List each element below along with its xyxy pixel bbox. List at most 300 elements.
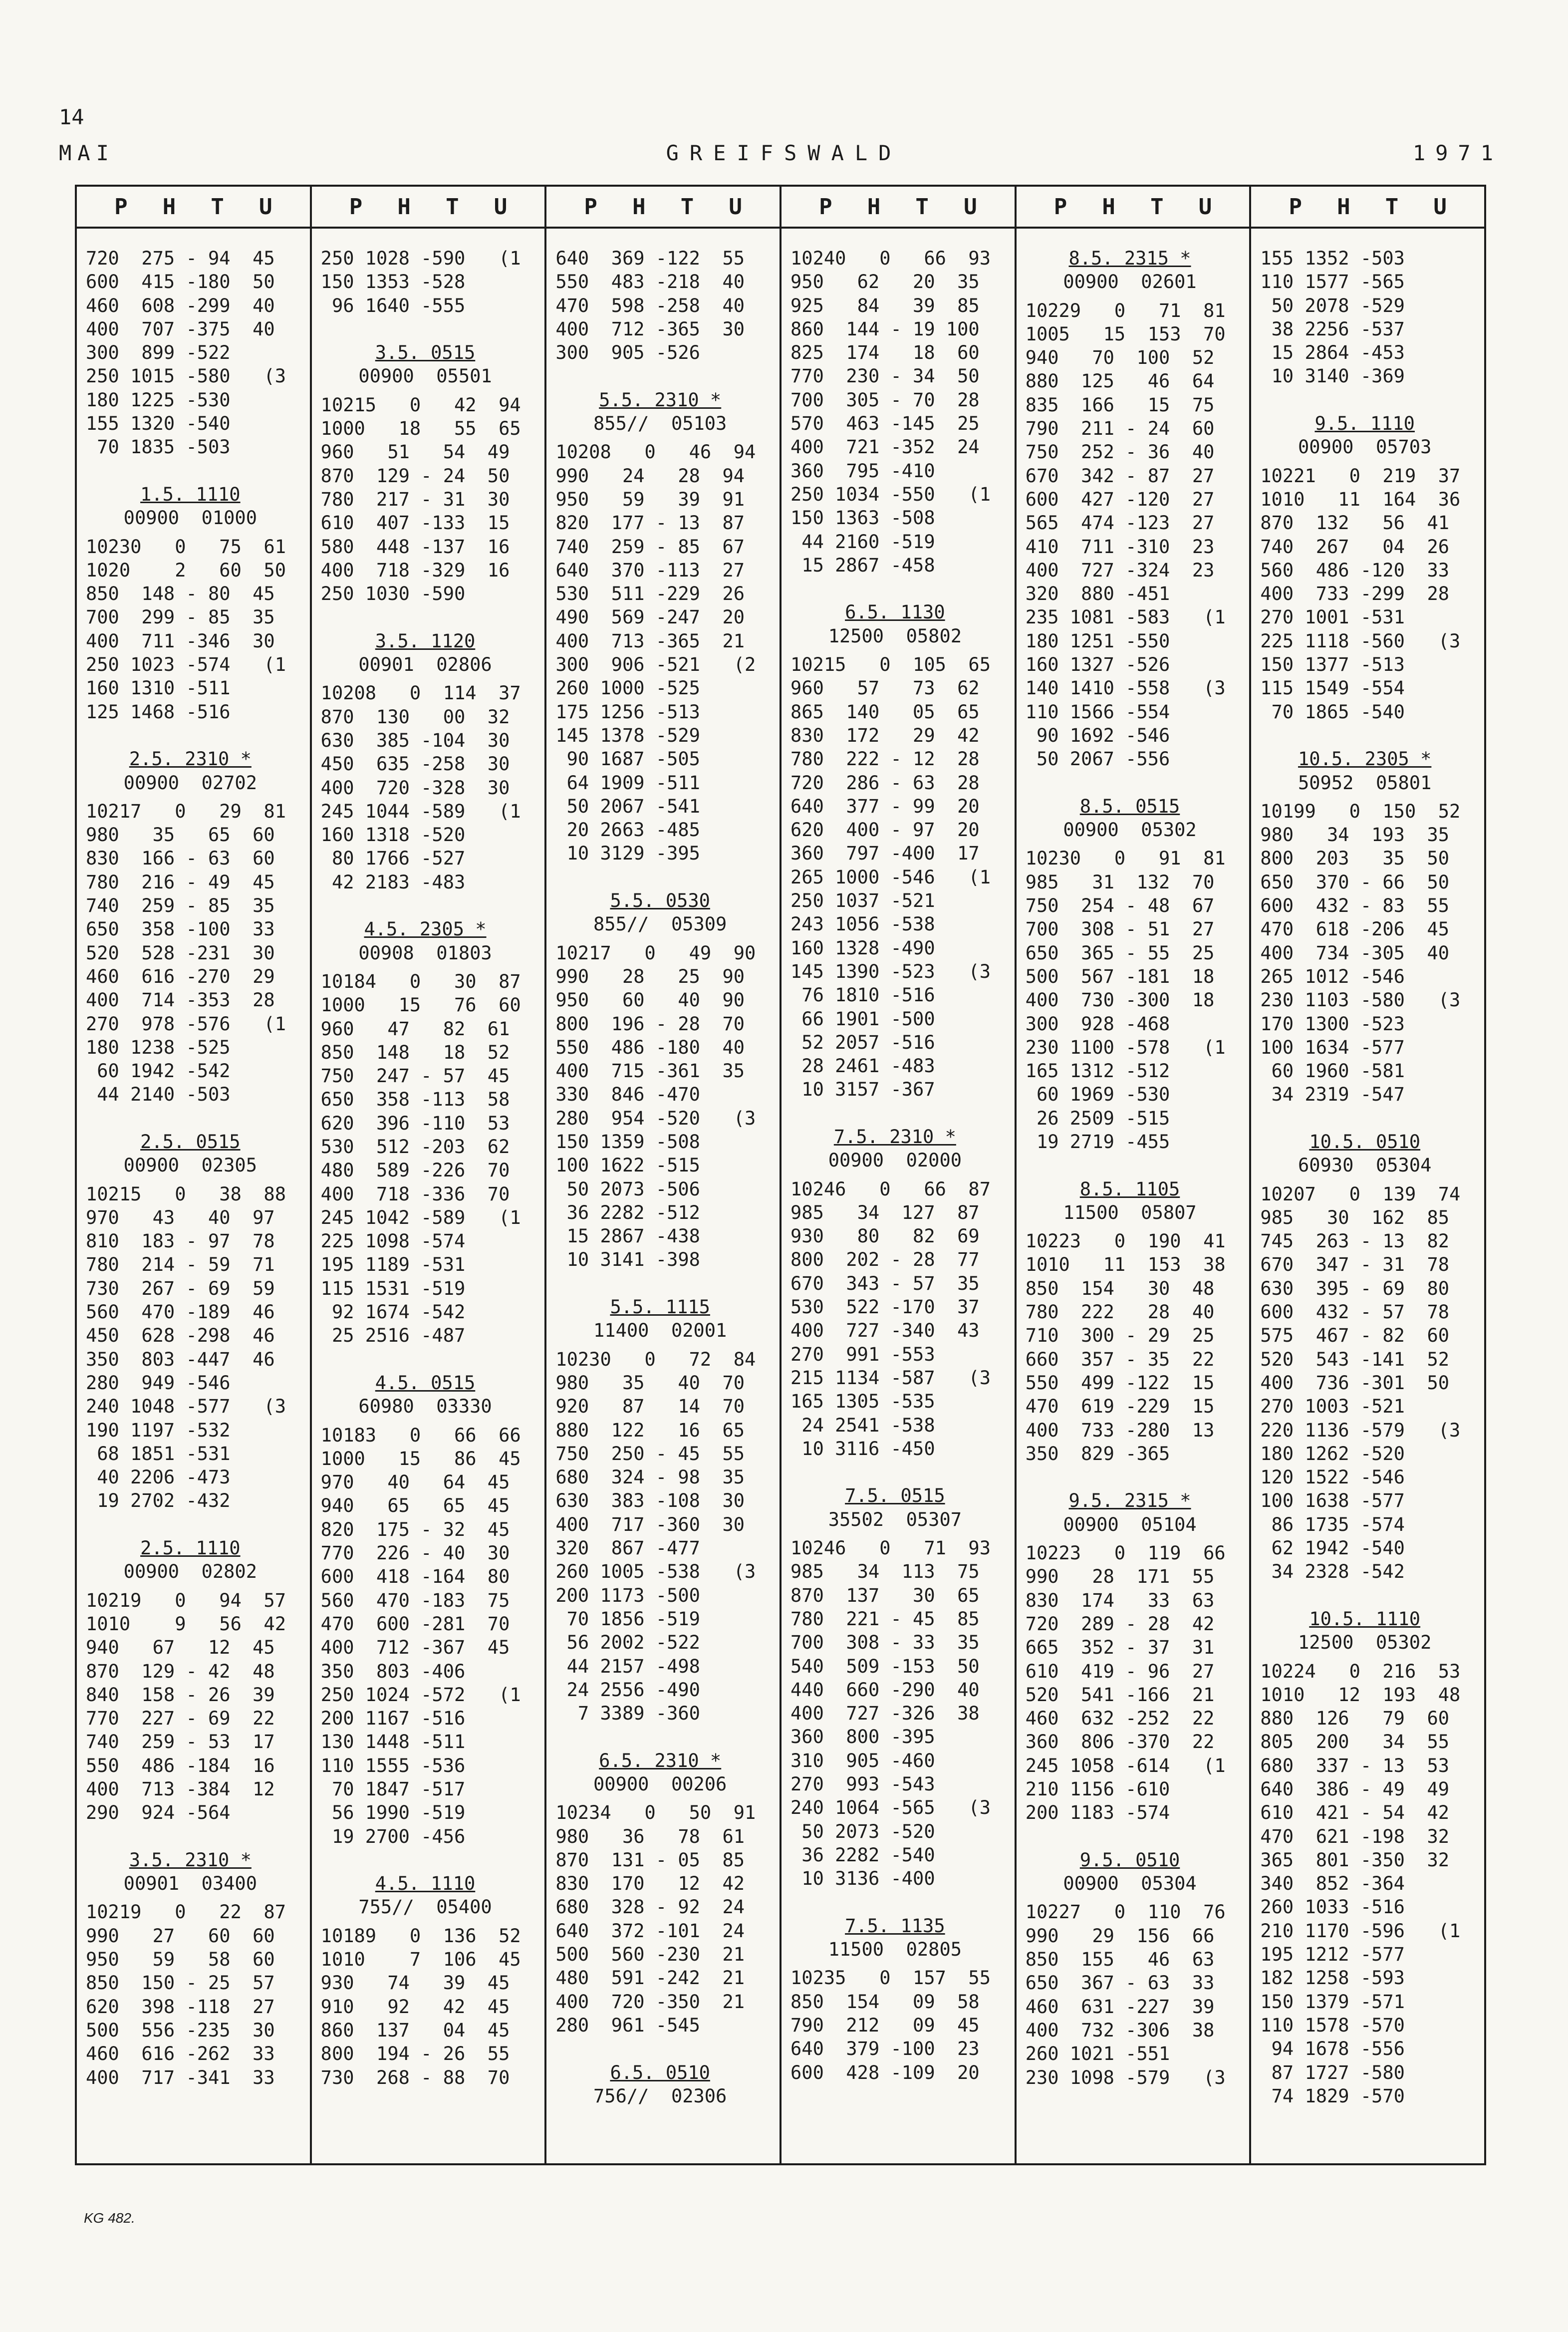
- data-row: 470 619 -229 15: [1025, 1396, 1215, 1418]
- data-row: 870 131 - 05 85: [555, 1849, 745, 1871]
- data-row: 10230 0 72 84: [555, 1348, 756, 1370]
- data-row: 400 730 -300 18: [1025, 989, 1215, 1011]
- data-row: 480 589 -226 70: [320, 1160, 510, 1181]
- data-row: 200 1173 -500: [555, 1584, 700, 1606]
- sounding-title-text: 3.5. 1120: [375, 630, 476, 652]
- data-row: 700 305 - 70 28: [790, 389, 980, 411]
- column-body: [77, 229, 310, 2089]
- data-row: 550 486 -184 16: [86, 1754, 275, 1776]
- data-row: 400 736 -301 50: [1260, 1372, 1450, 1394]
- data-row: 215 1134 -587 (3: [790, 1367, 991, 1389]
- sounding-code: 00900 02601: [1063, 271, 1197, 293]
- data-row: 230 1103 -580 (3: [1260, 989, 1461, 1011]
- sounding-date-time: [555, 388, 780, 412]
- sounding-date-time: [86, 747, 310, 771]
- data-row: 330 846 -470: [555, 1084, 700, 1106]
- sounding-code: 00900 05302: [1063, 819, 1197, 841]
- data-row: 28 2461 -483: [790, 1055, 935, 1077]
- data-row: 400 717 -360 30: [555, 1513, 745, 1535]
- column-header-label: U: [1433, 194, 1447, 220]
- data-row: 10229 0 71 81: [1025, 299, 1226, 321]
- data-row: 600 428 -109 20: [790, 2061, 980, 2083]
- data-row: 70 1835 -503: [86, 436, 231, 458]
- data-row: 64 1909 -511: [555, 772, 700, 794]
- data-row: 230 1100 -578 (1: [1025, 1036, 1226, 1058]
- sounding-code: 855// 05309: [593, 913, 727, 935]
- sounding-date-time: [555, 1749, 780, 1772]
- data-row: 250 1037 -521: [790, 890, 935, 912]
- data-row: 670 347 - 31 78: [1260, 1254, 1450, 1276]
- data-row: 155 1352 -503: [1260, 248, 1405, 269]
- sounding-code: 60930 05304: [1298, 1155, 1432, 1176]
- data-row: 850 150 - 25 57: [86, 1972, 275, 1994]
- sounding-title-text: 7.5. 0515: [845, 1485, 945, 1507]
- sounding-code: 00901 02806: [358, 654, 492, 676]
- data-row: 10215 0 42 94: [320, 394, 521, 416]
- data-row: 10223 0 190 41: [1025, 1230, 1226, 1252]
- data-row: 10223 0 119 66: [1025, 1542, 1226, 1564]
- data-row: 925 84 39 85: [790, 294, 980, 316]
- data-row: 780 222 28 40: [1025, 1301, 1215, 1323]
- data-row: 10246 0 71 93: [790, 1537, 991, 1559]
- data-row: 62 1942 -540: [1260, 1537, 1405, 1559]
- data-row: 10224 0 216 53: [1260, 1660, 1461, 1682]
- column-header-label: P: [1289, 194, 1302, 220]
- data-row: 1020 2 60 50: [86, 559, 286, 581]
- data-row: 150 1379 -571: [1260, 1991, 1405, 2013]
- data-row: 460 631 -227 39: [1025, 1996, 1215, 2018]
- data-row: 910 92 42 45: [320, 1996, 510, 2018]
- data-row: 800 194 - 26 55: [320, 2043, 510, 2065]
- data-row: 44 2140 -503: [86, 1084, 231, 1106]
- data-row: 40 2206 -473: [86, 1466, 231, 1488]
- data-row: 10221 0 219 37: [1260, 465, 1461, 487]
- data-row: 870 129 - 24 50: [320, 465, 510, 487]
- data-row: 970 43 40 97: [86, 1206, 275, 1228]
- data-row: 650 358 -113 58: [320, 1089, 510, 1111]
- sounding-code: 50952 05801: [1298, 772, 1432, 794]
- data-row: 980 35 65 60: [86, 824, 275, 846]
- sounding-code: 00900 05104: [1063, 1513, 1197, 1535]
- data-row: 10217 0 49 90: [555, 942, 756, 964]
- data-row: 70 1847 -517: [320, 1778, 466, 1800]
- data-row: 42 2183 -483: [320, 871, 466, 893]
- data-row: 350 829 -365: [1025, 1443, 1170, 1464]
- data-row: 180 1238 -525: [86, 1036, 231, 1058]
- data-row: 985 31 132 70: [1025, 871, 1215, 893]
- data-row: 1010 11 153 38: [1025, 1254, 1226, 1276]
- data-row: 50 2067 -556: [1025, 748, 1170, 770]
- data-row: 680 328 - 92 24: [555, 1896, 745, 1918]
- column-header-label: P: [349, 194, 363, 220]
- data-row: 720 286 - 63 28: [790, 772, 980, 794]
- sounding-code: 00900 02802: [123, 1561, 257, 1583]
- data-row: 805 200 34 55: [1260, 1731, 1450, 1753]
- data-row: 800 202 - 28 77: [790, 1249, 980, 1271]
- data-row: 400 720 -328 30: [320, 777, 510, 799]
- data-row: 150 1353 -528: [320, 271, 466, 293]
- sounding-code: 00900 02000: [828, 1150, 962, 1171]
- sounding-title-text: 5.5. 1115: [610, 1296, 710, 1318]
- data-row: 990 27 60 60: [86, 1925, 275, 1947]
- data-row: 530 511 -229 26: [555, 583, 745, 605]
- data-row: 920 87 14 70: [555, 1396, 745, 1418]
- data-row: 750 254 - 48 67: [1025, 895, 1215, 917]
- data-row: 265 1012 -546: [1260, 965, 1405, 987]
- sounding-title-text: 9.5. 0510: [1079, 1849, 1180, 1871]
- column-header-label: T: [680, 194, 694, 220]
- data-row: 470 600 -281 70: [320, 1613, 510, 1635]
- data-row: 310 905 -460: [790, 1749, 935, 1771]
- data-row: 980 35 40 70: [555, 1372, 745, 1394]
- sounding-date-time: [86, 1130, 310, 1154]
- data-row: 600 432 - 57 78: [1260, 1301, 1450, 1323]
- data-row: 780 222 - 12 28: [790, 748, 980, 770]
- sounding-code: 00900 02305: [123, 1155, 257, 1176]
- data-row: 350 803 -406: [320, 1660, 466, 1682]
- data-row: 990 29 156 66: [1025, 1925, 1215, 1947]
- data-row: 160 1318 -520: [320, 824, 466, 846]
- data-row: 100 1622 -515: [555, 1155, 700, 1176]
- data-row: 400 733 -280 13: [1025, 1419, 1215, 1441]
- data-row: 520 541 -166 21: [1025, 1684, 1215, 1706]
- data-row: 950 62 20 35: [790, 271, 980, 293]
- data-row: 1010 9 56 42: [86, 1613, 286, 1635]
- data-row: 125 1468 -516: [86, 701, 231, 723]
- data-row: 180 1225 -530: [86, 389, 231, 411]
- column-header-label: H: [1102, 194, 1115, 220]
- data-row: 540 509 -153 50: [790, 1655, 980, 1677]
- data-row: 365 801 -350 32: [1260, 1849, 1450, 1871]
- data-row: 580 448 -137 16: [320, 536, 510, 558]
- sounding-title-text: 2.5. 0515: [140, 1131, 241, 1153]
- data-row: 950 59 58 60: [86, 1949, 275, 1971]
- data-row: 19 2719 -455: [1025, 1131, 1170, 1153]
- data-row: 155 1320 -540: [86, 413, 231, 435]
- sounding-date-time: [321, 917, 545, 941]
- data-row: 560 470 -189 46: [86, 1301, 275, 1323]
- sounding-date-time: [1026, 1489, 1250, 1512]
- data-row: 94 1678 -556: [1260, 2038, 1405, 2060]
- sounding-title-text: 6.5. 1130: [845, 601, 945, 623]
- data-row: 225 1118 -560 (3: [1260, 630, 1461, 652]
- data-row: 300 899 -522: [86, 342, 231, 364]
- data-row: 10234 0 50 91: [555, 1802, 756, 1824]
- data-row: 150 1377 -513: [1260, 654, 1405, 676]
- sounding-date-time: [555, 889, 780, 912]
- data-row: 300 928 -468: [1025, 1013, 1170, 1035]
- data-row: 270 1003 -521: [1260, 1396, 1405, 1418]
- data-row: 400 727 -324 23: [1025, 559, 1215, 581]
- column-header-label: H: [1337, 194, 1350, 220]
- data-row: 940 70 100 52: [1025, 347, 1215, 369]
- data-row: 52 2057 -516: [790, 1031, 935, 1053]
- sounding-date-time: [790, 600, 1015, 624]
- column-body: [1017, 229, 1250, 2089]
- data-row: 76 1810 -516: [790, 984, 935, 1006]
- sounding-code: 00900 01000: [123, 507, 257, 529]
- sounding-title-text: 3.5. 0515: [375, 342, 476, 364]
- data-row: 400 720 -350 21: [555, 1991, 745, 2013]
- data-row: 600 415 -180 50: [86, 271, 275, 293]
- column-header-label: H: [397, 194, 411, 220]
- data-row: 270 991 -553: [790, 1343, 935, 1365]
- data-row: 460 616 -262 33: [86, 2043, 275, 2065]
- data-row: 400 721 -352 24: [790, 436, 980, 458]
- data-row: 115 1549 -554: [1260, 677, 1405, 699]
- data-row: 340 852 -364: [1260, 1873, 1405, 1895]
- column-header-label: H: [867, 194, 881, 220]
- data-row: 980 36 78 61: [555, 1825, 745, 1847]
- sounding-code: 00900 02702: [123, 772, 257, 794]
- column-header: [312, 187, 545, 229]
- data-row: 175 1256 -513: [555, 701, 700, 723]
- data-row: 200 1167 -516: [320, 1708, 466, 1730]
- sounding-title-text: 4.5. 2305 *: [364, 918, 487, 940]
- data-row: 610 419 - 96 27: [1025, 1660, 1215, 1682]
- data-row: 210 1170 -596 (1: [1260, 1920, 1461, 1942]
- data-row: 460 608 -299 40: [86, 294, 275, 316]
- data-row: 410 711 -310 23: [1025, 536, 1215, 558]
- data-row: 70 1856 -519: [555, 1608, 700, 1630]
- data-row: 1000 15 76 60: [320, 994, 521, 1016]
- data-row: 470 621 -198 32: [1260, 1825, 1450, 1847]
- sounding-code: 755// 05400: [358, 1896, 492, 1918]
- column-header: [546, 187, 780, 229]
- data-row: 68 1851 -531: [86, 1443, 231, 1464]
- sounding-date-time: [1026, 247, 1250, 270]
- data-row: 560 470 -183 75: [320, 1589, 510, 1611]
- data-row: 600 427 -120 27: [1025, 488, 1215, 510]
- data-row: 270 1001 -531: [1260, 606, 1405, 628]
- data-row: 115 1531 -519: [320, 1277, 466, 1299]
- data-row: 34 2319 -547: [1260, 1084, 1405, 1106]
- data-row: 400 712 -365 30: [555, 318, 745, 340]
- data-row: 660 357 - 35 22: [1025, 1348, 1215, 1370]
- data-row: 780 216 - 49 45: [86, 871, 275, 893]
- sounding-title-text: 7.5. 2310 *: [833, 1126, 956, 1148]
- data-row: 700 308 - 33 35: [790, 1632, 980, 1654]
- sounding-code: 60980 03330: [358, 1396, 492, 1418]
- table-column: [310, 187, 545, 2163]
- sounding-table: [75, 185, 1486, 2165]
- table-column: [544, 187, 780, 2163]
- data-row: 840 158 - 26 39: [86, 1684, 275, 1706]
- data-row: 195 1189 -531: [320, 1254, 466, 1276]
- table-column: [1249, 187, 1484, 2163]
- column-header-label: T: [1385, 194, 1399, 220]
- data-row: 960 47 82 61: [320, 1018, 510, 1040]
- sounding-date-time: [86, 1536, 310, 1560]
- data-row: 180 1262 -520: [1260, 1443, 1405, 1464]
- data-row: 740 259 - 53 17: [86, 1731, 275, 1753]
- sounding-title-text: 10.5. 0510: [1309, 1131, 1421, 1153]
- data-row: 225 1098 -574: [320, 1230, 466, 1252]
- data-row: 250 1023 -574 (1: [86, 654, 286, 676]
- column-header-label: T: [446, 194, 459, 220]
- data-row: 850 148 18 52: [320, 1041, 510, 1063]
- data-row: 44 2160 -519: [790, 531, 935, 553]
- data-row: 130 1448 -511: [320, 1731, 466, 1753]
- sounding-date-time: [790, 1484, 1015, 1507]
- data-row: 250 1028 -590 (1: [320, 248, 521, 269]
- data-row: 250 1030 -590: [320, 583, 466, 605]
- data-row: 165 1305 -535: [790, 1391, 935, 1413]
- data-row: 480 591 -242 21: [555, 1967, 745, 1989]
- data-row: 640 379 -100 23: [790, 2038, 980, 2060]
- data-row: 110 1578 -570: [1260, 2014, 1405, 2036]
- data-row: 150 1359 -508: [555, 1131, 700, 1153]
- data-row: 600 432 - 83 55: [1260, 895, 1450, 917]
- data-row: 110 1566 -554: [1025, 701, 1170, 723]
- sounding-title-text: 1.5. 1110: [140, 483, 241, 505]
- data-row: 400 712 -367 45: [320, 1637, 510, 1659]
- data-row: 50 2067 -541: [555, 795, 700, 817]
- sounding-title-text: 5.5. 2310 *: [599, 389, 722, 411]
- data-row: 60 1969 -530: [1025, 1084, 1170, 1106]
- data-row: 10230 0 91 81: [1025, 848, 1226, 870]
- data-row: 145 1378 -529: [555, 724, 700, 746]
- data-row: 680 337 - 13 53: [1260, 1754, 1450, 1776]
- data-row: 680 324 - 98 35: [555, 1466, 745, 1488]
- data-row: 630 383 -108 30: [555, 1490, 745, 1512]
- data-row: 50 2073 -520: [790, 1820, 935, 1842]
- data-row: 960 57 73 62: [790, 677, 980, 699]
- form-number: KG 482.: [84, 2210, 135, 2226]
- data-row: 830 174 33 63: [1025, 1589, 1215, 1611]
- data-row: 87 1727 -580: [1260, 2061, 1405, 2083]
- data-row: 10199 0 150 52: [1260, 800, 1461, 822]
- data-row: 360 806 -370 22: [1025, 1731, 1215, 1753]
- data-row: 15 2867 -458: [790, 554, 935, 576]
- sounding-date-time: [1260, 412, 1484, 435]
- data-row: 60 1960 -581: [1260, 1060, 1405, 1082]
- data-row: 400 718 -329 16: [320, 559, 510, 581]
- data-row: 15 2864 -453: [1260, 342, 1405, 364]
- data-row: 780 217 - 31 30: [320, 488, 510, 510]
- sounding-title-text: 4.5. 0515: [375, 1372, 476, 1394]
- data-row: 250 1024 -572 (1: [320, 1684, 521, 1706]
- data-row: 360 800 -395: [790, 1726, 935, 1748]
- data-row: 740 267 04 26: [1260, 536, 1450, 558]
- data-row: 460 616 -270 29: [86, 965, 275, 987]
- data-row: 985 30 162 85: [1260, 1206, 1450, 1228]
- data-row: 400 718 -336 70: [320, 1183, 510, 1205]
- data-row: 400 717 -341 33: [86, 2066, 275, 2088]
- data-row: 1010 11 164 36: [1260, 488, 1461, 510]
- sounding-date-time: [1260, 1130, 1484, 1154]
- data-row: 19 2702 -432: [86, 1490, 231, 1512]
- month-label: MAI: [59, 141, 115, 165]
- data-row: 120 1522 -546: [1260, 1466, 1405, 1488]
- sounding-title-text: 4.5. 1110: [375, 1873, 476, 1895]
- data-row: 800 196 - 28 70: [555, 1013, 745, 1035]
- data-row: 830 170 12 42: [555, 1873, 745, 1895]
- sounding-code: 756// 02306: [593, 2085, 727, 2107]
- data-row: 66 1901 -500: [790, 1008, 935, 1030]
- data-row: 640 386 - 49 49: [1260, 1778, 1450, 1800]
- data-row: 10215 0 105 65: [790, 654, 991, 676]
- column-header: [77, 187, 310, 229]
- data-row: 220 1136 -579 (3: [1260, 1419, 1461, 1441]
- data-row: 470 618 -206 45: [1260, 918, 1450, 940]
- data-row: 170 1300 -523: [1260, 1013, 1405, 1035]
- data-row: 400 713 -365 21: [555, 630, 745, 652]
- data-row: 650 370 - 66 50: [1260, 871, 1450, 893]
- sounding-date-time: [555, 1295, 780, 1319]
- sounding-code: 00900 00206: [593, 1773, 727, 1795]
- data-row: 25 2516 -487: [320, 1325, 466, 1347]
- data-row: 770 226 - 40 30: [320, 1542, 510, 1564]
- data-row: 490 569 -247 20: [555, 606, 745, 628]
- table-column: [780, 187, 1015, 2163]
- data-row: 640 369 -122 55: [555, 248, 745, 269]
- data-row: 34 2328 -542: [1260, 1561, 1405, 1583]
- data-row: 360 795 -410: [790, 460, 935, 482]
- data-row: 100 1634 -577: [1260, 1036, 1405, 1058]
- data-row: 860 144 - 19 100: [790, 318, 980, 340]
- data-row: 850 148 - 80 45: [86, 583, 275, 605]
- column-header-label: U: [1198, 194, 1212, 220]
- data-row: 750 252 - 36 40: [1025, 441, 1215, 463]
- data-row: 990 28 171 55: [1025, 1566, 1215, 1588]
- column-body: [312, 229, 545, 2089]
- data-row: 70 1865 -540: [1260, 701, 1405, 723]
- data-row: 865 140 05 65: [790, 701, 980, 723]
- data-row: 10 3141 -398: [555, 1249, 700, 1271]
- data-row: 1000 15 86 45: [320, 1448, 521, 1469]
- sounding-code: 35502 05307: [828, 1508, 962, 1530]
- column-header: [1251, 187, 1484, 229]
- data-row: 850 155 46 63: [1025, 1949, 1215, 1971]
- data-row: 740 259 - 85 67: [555, 536, 745, 558]
- data-row: 960 51 54 49: [320, 441, 510, 463]
- sounding-date-time: [1260, 1607, 1484, 1631]
- data-row: 400 727 -340 43: [790, 1320, 980, 1342]
- sounding-code: 12500 05302: [1298, 1632, 1432, 1654]
- data-row: 1010 7 106 45: [320, 1949, 521, 1971]
- column-header-label: U: [259, 194, 272, 220]
- data-row: 870 129 - 42 48: [86, 1660, 275, 1682]
- data-row: 280 954 -520 (3: [555, 1107, 756, 1129]
- column-body: [782, 229, 1015, 2084]
- sounding-code: 11500 02805: [828, 1939, 962, 1961]
- data-row: 10227 0 110 76: [1025, 1901, 1226, 1923]
- data-row: 630 385 -104 30: [320, 729, 510, 751]
- data-row: 620 400 - 97 20: [790, 819, 980, 841]
- data-row: 80 1766 -527: [320, 848, 466, 870]
- sounding-code: 11500 05807: [1063, 1201, 1197, 1223]
- data-row: 745 263 - 13 82: [1260, 1230, 1450, 1252]
- sounding-date-time: [321, 1872, 545, 1895]
- data-row: 450 628 -298 46: [86, 1325, 275, 1347]
- data-row: 10207 0 139 74: [1260, 1183, 1461, 1205]
- data-row: 520 543 -141 52: [1260, 1348, 1450, 1370]
- column-header-label: T: [915, 194, 929, 220]
- data-row: 100 1638 -577: [1260, 1490, 1405, 1512]
- data-row: 560 486 -120 33: [1260, 559, 1450, 581]
- sounding-code: 00908 01803: [358, 942, 492, 964]
- data-row: 930 74 39 45: [320, 1972, 510, 1994]
- data-row: 790 212 09 45: [790, 2014, 980, 2036]
- data-row: 10240 0 66 93: [790, 248, 991, 269]
- data-row: 700 308 - 51 27: [1025, 918, 1215, 940]
- data-row: 1000 18 55 65: [320, 418, 521, 440]
- column-header-label: P: [114, 194, 128, 220]
- data-row: 240 1048 -577 (3: [86, 1396, 286, 1418]
- sounding-date-time: [1026, 1177, 1250, 1201]
- data-row: 260 1005 -538 (3: [555, 1561, 756, 1583]
